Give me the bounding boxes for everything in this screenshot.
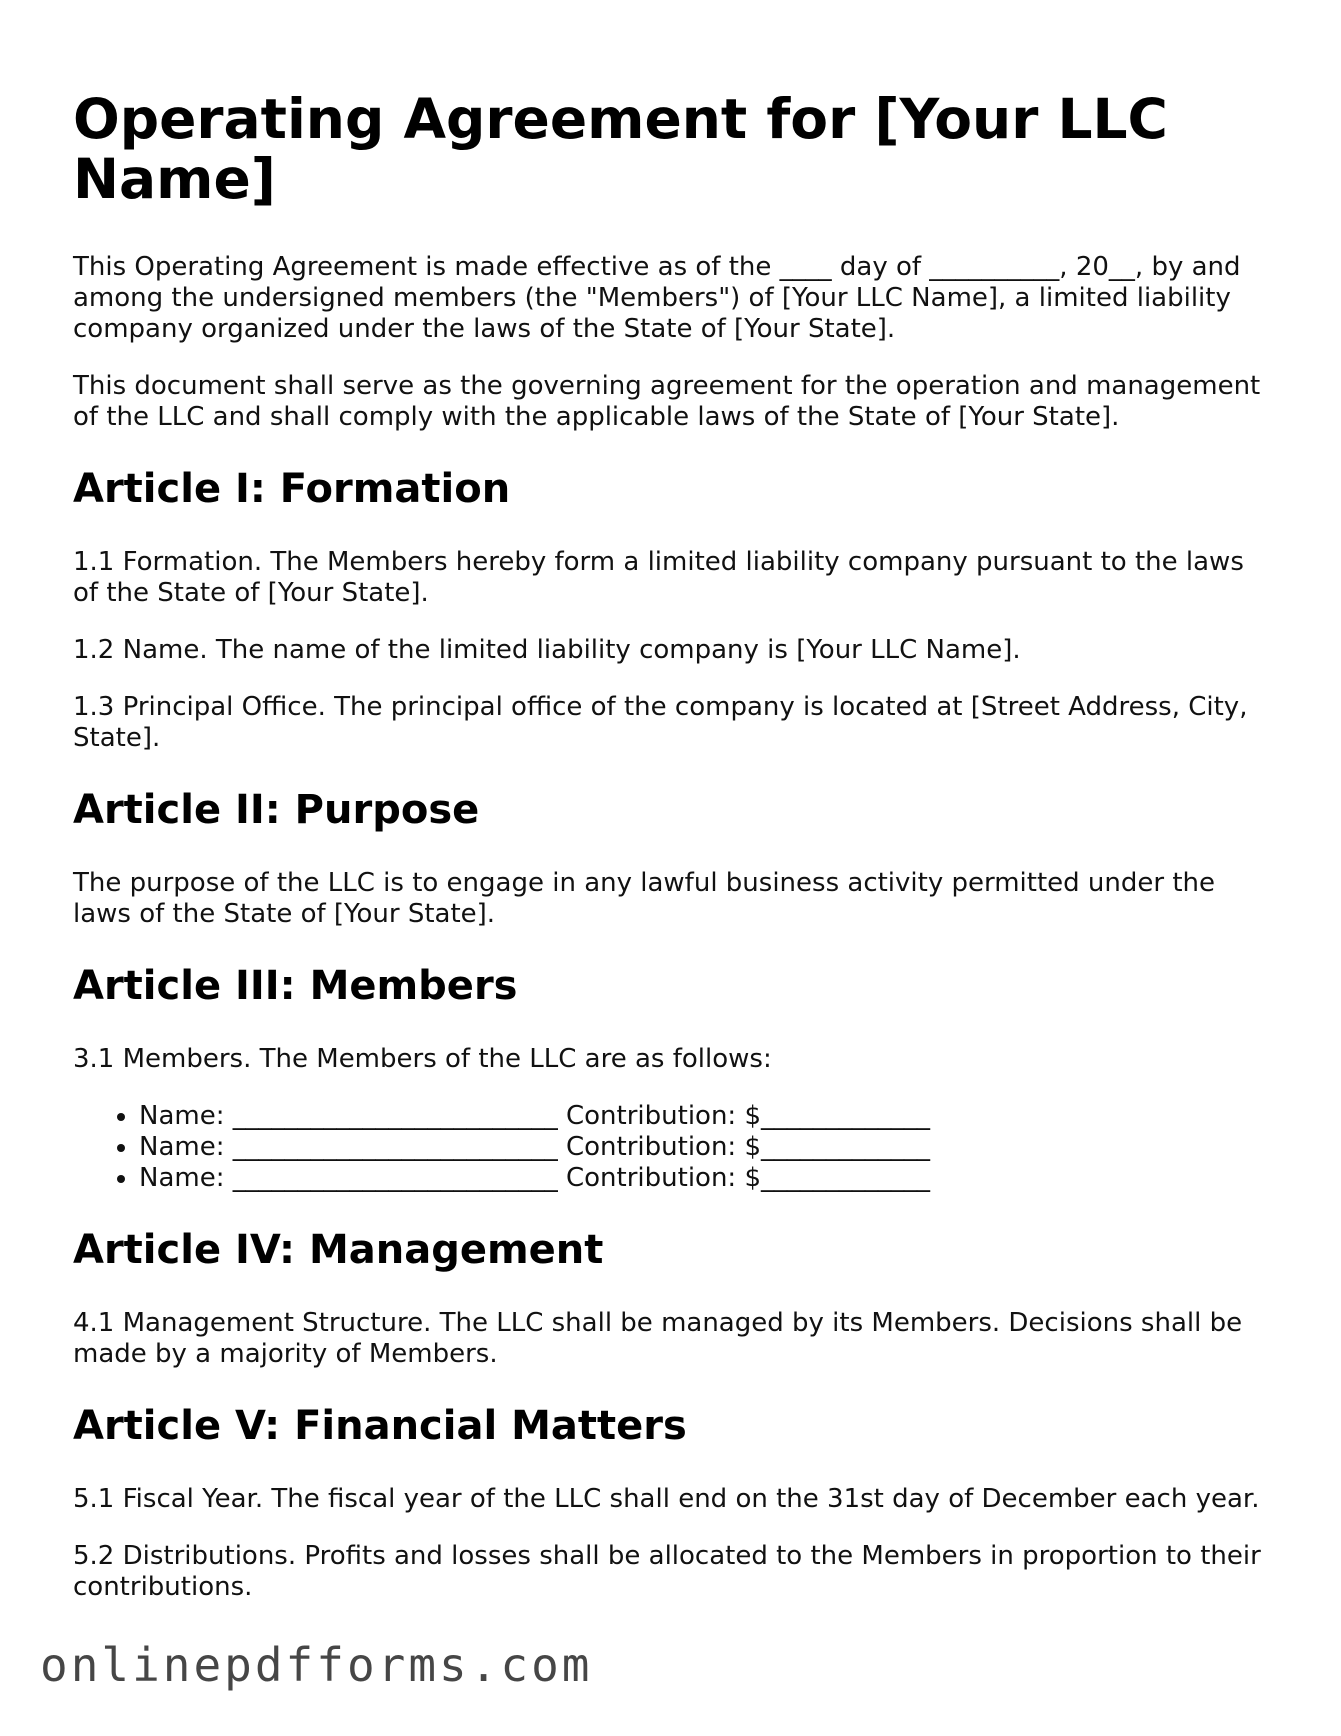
article-paragraph: 5.2 Distributions. Profits and losses shall be allocated to the Members in proportion to their contributions. (73, 1540, 1261, 1602)
watermark: onlinepdfforms.com (40, 1638, 593, 1692)
article-financial-matters (73, 1402, 1273, 1603)
article-formation (73, 465, 1273, 754)
member-entry: • Name: _________________________ Contribution: $_____________ (139, 1163, 1273, 1194)
article-heading: Article III: Members (73, 962, 518, 1009)
article-paragraph: 1.1 Formation. The Members hereby form a limited liability company pursuant to the laws of the State of [Your State]. (73, 546, 1244, 608)
article-paragraph: 4.1 Management Structure. The LLC shall be managed by its Members. Decisions shall be made by a majority of Members. (73, 1307, 1243, 1369)
member-entry: • Name: _________________________ Contribution: $_____________ (139, 1132, 1273, 1163)
article-heading: Article V: Financial Matters (73, 1402, 687, 1449)
article-management (73, 1226, 1273, 1370)
article-heading: Article II: Purpose (73, 786, 480, 833)
article-paragraph: 1.3 Principal Office. The principal office of the company is located at [Street Address, City, State]. (73, 691, 1248, 753)
article-members (73, 962, 1273, 1194)
member-entry: • Name: _________________________ Contribution: $_____________ (139, 1101, 1273, 1132)
article-paragraph: 5.1 Fiscal Year. The fiscal year of the LLC shall end on the 31st day of December each year. (73, 1483, 1260, 1514)
article-heading: Article I: Formation (73, 465, 511, 512)
members-list (73, 1101, 1273, 1194)
article-paragraph: The purpose of the LLC is to engage in any lawful business activity permitted under the laws of the State of [Your State]. (73, 867, 1216, 929)
intro-paragraph: This Operating Agreement is made effective as of the ____ day of __________, 20__, by and among the undersigned members (the "Members") of [Your LLC Name], a limited liability company organized under the laws of the State of [Your State]. (73, 251, 1241, 344)
article-paragraph: 1.2 Name. The name of the limited liability company is [Your LLC Name]. (73, 634, 1021, 665)
intro-paragraph: This document shall serve as the governing agreement for the operation and management of the LLC and shall comply with the applicable laws of the State of [Your State]. (73, 370, 1261, 432)
article-purpose (73, 786, 1273, 930)
article-heading: Article IV: Management (73, 1226, 604, 1273)
document-title: Operating Agreement for [Your LLC Name] (73, 87, 1168, 211)
article-paragraph: 3.1 Members. The Members of the LLC are as follows: (73, 1043, 772, 1074)
document-page (73, 87, 1273, 1629)
